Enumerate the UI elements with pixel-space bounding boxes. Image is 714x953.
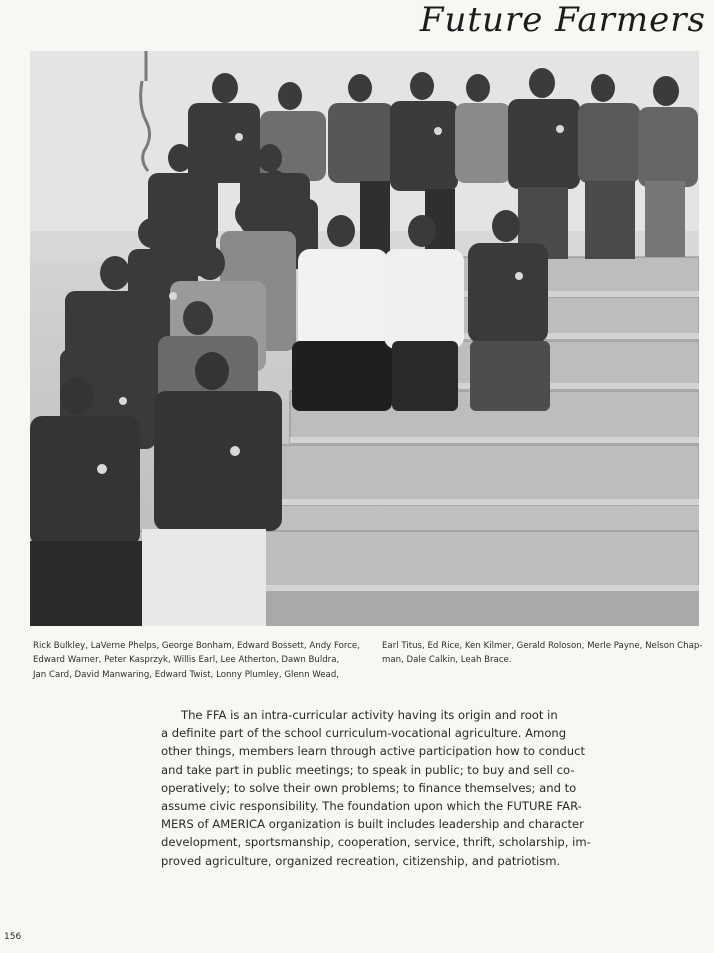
body-line: assume civic responsibility. The foundation upon which the FUTURE FAR- <box>161 799 582 814</box>
page-number: 156 <box>4 932 22 942</box>
group-photo-illustration <box>30 51 699 626</box>
caption-line: Edward Warner, Peter Kasprzyk, Willis Earl, Lee Atherton, Dawn Buldra, <box>33 655 340 666</box>
body-line: development, sportsmanship, cooperation, service, thrift, scholarship, im- <box>161 835 591 850</box>
ffa-description <box>161 706 591 870</box>
caption-line: Earl Titus, Ed Rice, Ken Kilmer, Gerald Roloson, Merle Payne, Nelson Chap- <box>382 641 703 651</box>
caption-line: Rick Bulkley, LaVerne Phelps, George Bonham, Edward Bossett, Andy Force, <box>33 641 360 651</box>
page-title: Future Farmers <box>419 0 706 40</box>
body-line: The FFA is an intra-curricular activity having its origin and root in <box>181 708 558 722</box>
body-line: MERS of AMERICA organization is built includes leadership and character <box>161 817 584 832</box>
body-line: a definite part of the school curriculum-vocational agriculture. Among <box>161 726 567 741</box>
body-line: operatively; to solve their own problems; to finance themselves; and to <box>161 780 577 795</box>
body-line: and take part in public meetings; to speak in public; to buy and sell co- <box>161 762 575 777</box>
body-line: other things, members learn through active participation how to conduct <box>161 744 586 759</box>
caption-line: Jan Card, David Manwaring, Edward Twist, Lonny Plumley, Glenn Wead, <box>33 669 340 680</box>
caption-line: man, Dale Calkin, Leah Brace. <box>382 655 512 666</box>
photo-caption-right <box>382 639 703 668</box>
group-photo <box>30 51 699 626</box>
photo-caption-left <box>33 639 363 682</box>
body-line: proved agriculture, organized recreation, citizenship, and patriotism. <box>161 853 561 868</box>
